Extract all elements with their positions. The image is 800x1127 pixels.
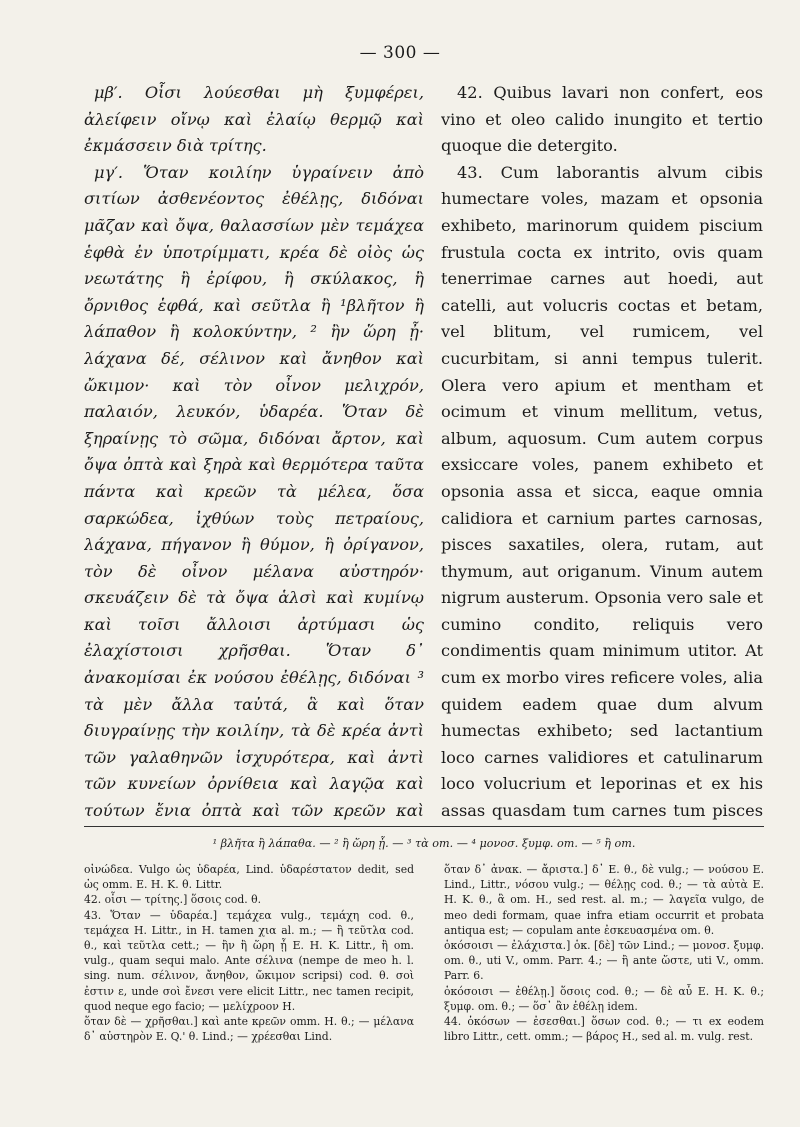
latin-text-column	[441, 80, 763, 820]
footnote-divider	[84, 826, 764, 827]
note-item: 42. οἷσι — τρίτης.] ὅσοις cod. θ.	[84, 893, 262, 907]
latin-section-43: 43. Cum laborantis alvum cibis humectare voles, mazam et opsonia exhibeto, marinorum quidem piscium frustula cocta ex intrito, ovis quam tenerrimae carnes aut hoedi, aut catelli, aut volucris coctas et betam, vel blitum, vel rumicem, vel cucurbitam, si anni tempus tulerit. Olera vero apium et mentham et ocimum et vinum mellitum, vetus, album, aquosum. Cum autem corpus exsiccare voles, panem exhibeto et opsonia assa et sicca, eaque omnia calidiora et carnium partes carnosas, pisces saxatiles, olera, rutam, aut thymum, aut origanum. Vinum autem nigrum austerum. Opsonia vero sale et cumino condito, reliquis vero condimentis quam minimum utitor. At cum ex morbo vires reficere voles, alia quidem eadem quae dum alvum humectas exhibeto; sed lactantium loco carnes validiores et catulinarum loco volucrium et leporinas et ex his assas quasdam tum carnes tum pisces	[441, 162, 763, 820]
page-number: — 300 —	[359, 43, 441, 63]
latin-section-42: 42. Quibus lavari non confert, eos vino et oleo calido inungito et tertio quoque die detergito.	[441, 83, 763, 156]
greek-section-43: μγ′. Ὅταν κοιλίην ὑγραίνειν ἀπὸ σιτίων ἀσθενέοντος ἐθέλῃς, διδόναι μᾶζαν καὶ ὄψα, θαλασσίων μὲν τεμάχεα ἑφθὰ ἐν ὑποτρίμματι, κρέα δὲ οἰὸς ὡς νεωτάτης ἢ ἐρίφου, ἢ σκύλακος, ἢ ὄρνιθος ἑφθά, καὶ σεῦτλα ἢ ¹βλῆτον ἢ λάπαθον ἢ κολοκύντην, ² ἢν ὥρη ᾖ· λάχανα δέ, σέλινον καὶ ἄνηθον καὶ ὤκιμον· καὶ τὸν οἶνον μελιχρόν, παλαιόν, λευκόν, ὑδαρέα. Ὅταν δὲ ξηραίνῃς τὸ σῶμα, διδόναι ἄρτον, καὶ ὄψα ὀπτὰ καὶ ξηρὰ καὶ θερμότερα ταῦτα πάντα καὶ κρεῶν τὰ μέλεα, ὅσα σαρκώδεα, ἰχθύων τοὺς πετραίους, λάχανα, πήγανον ἢ θύμον, ἢ ὀρίγανον, τὸν δὲ οἶνον μέλανα αὐστηρόν· σκευάζειν δὲ τὰ ὄψα ἁλσὶ καὶ κυμίνῳ καὶ τοῖσι ἄλλοισι ἀρτύμασι ὡς ἐλαχίστοισι χρῆσθαι. Ὅταν δ᾽ ἀνακομίσαι ἐκ νούσου ἐθέλῃς, διδόναι ³ τὰ μὲν ἄλλα ταὐτά, ἃ καὶ ὅταν διυγραίνῃς τὴν κοιλίην, τὰ δὲ κρέα ἀντὶ τῶν γαλαθηνῶν ἰσχυρότερα, καὶ ἀντὶ τῶν κυνείων ὀρνίθεια καὶ λαγῷα καὶ τούτων ἔνια ὀπτὰ καὶ τῶν κρεῶν καὶ	[84, 162, 424, 820]
note-item: ὅταν δὲ — χρῆσθαι.] καὶ ante κρεῶν omm. H. θ.; — μέλανα δ᾽ αὐστηρὸν E. Q.' θ. Lind.; — χρέεσθαι Lind.	[84, 1015, 414, 1044]
greek-footnotes: ¹ βλῆτα ἢ λάπαθα. — ² ἢ ὥρη ᾖ. — ³ τὰ om. — ⁴ μονοσ. ξυμφ. om. — ⁵ ἢ om.	[212, 837, 636, 850]
note-item: ὁκόσοισι — ἐλάχιστα.] ὁκ. [δὲ] τῶν Lind.; — μονοσ. ξυμφ. om. θ., uti V., omm. Parr. 4.; — ἢ ante ὥστε, uti V., omm. Parr. 6.	[444, 939, 764, 983]
greek-text-column	[84, 80, 424, 820]
note-item: ὁκόσοισι — ἐθέλῃ.] ὅσοις cod. θ.; — δὲ αὖ E. H. K. θ.; ξυμφ. om. θ.; — ὅσ᾽ ἂν ἐθέλῃ idem.	[444, 984, 764, 1013]
note-item: 43. Ὅταν — ὑδαρέα.] τεμάχεα vulg., τεμάχη cod. θ., τεμάχεα H. Littr., in H. tamen χια al. m.; — ἢ τεῦτλα cod. θ., καὶ τεῦτλα cett.; — ἢν ἢ ὥρη ᾖ E. H. K. Littr., ἢ om. vulg., quam sequi malo. Ante σέλινα (nempe de meo h. l. sing. num. σέλινον, ἄνηθον, ὤκιμον scripsi) cod. θ. σοὶ ἐστιν ε, unde σοὶ ἔνεσι vere elicit Littr., nec tamen recipit, quod neque ego facio; — μελίχροον H.	[84, 908, 414, 1013]
note-item: 44. ὁκόσων — ἐσεσθαι.] ὅσων cod. θ.; — τι ex eodem libro Littr., cett. omm.; — βάρος H., sed al. m. vulg. rest.	[444, 1015, 764, 1044]
note-item: οἰνώδεα. Vulgo ὡς ὑδαρέα, Lind. ὑδαρέστατον dedit, sed ὡς omm. E. H. K. θ. Littr.	[84, 863, 414, 892]
note-item: ὅταν δ᾽ ἀνακ. — ἄριστα.] δ᾽ E. θ., δὲ vulg.; — νούσου E. Lind., Littr., νόσου vulg.; — θέλῃς cod. θ.; — τὰ αὐτὰ E. H. K. θ., ἃ om. H., sed rest. al. m.; — λαγεῖα vulgo, de meo dedi formam, quae infra etiam occurrit et probata antiqua est; — copulam ante ἐσκευασμένα om. θ.	[444, 863, 764, 937]
greek-section-42: μβ′. Οἷσι λούεσθαι μὴ ξυμφέρει, ἀλείφειν οἴνῳ καὶ ἐλαίῳ θερμῷ καὶ ἐκμάσσειν διὰ τρίτης.	[84, 83, 424, 156]
critical-notes-right	[444, 862, 764, 1112]
critical-notes-left	[84, 862, 414, 1112]
